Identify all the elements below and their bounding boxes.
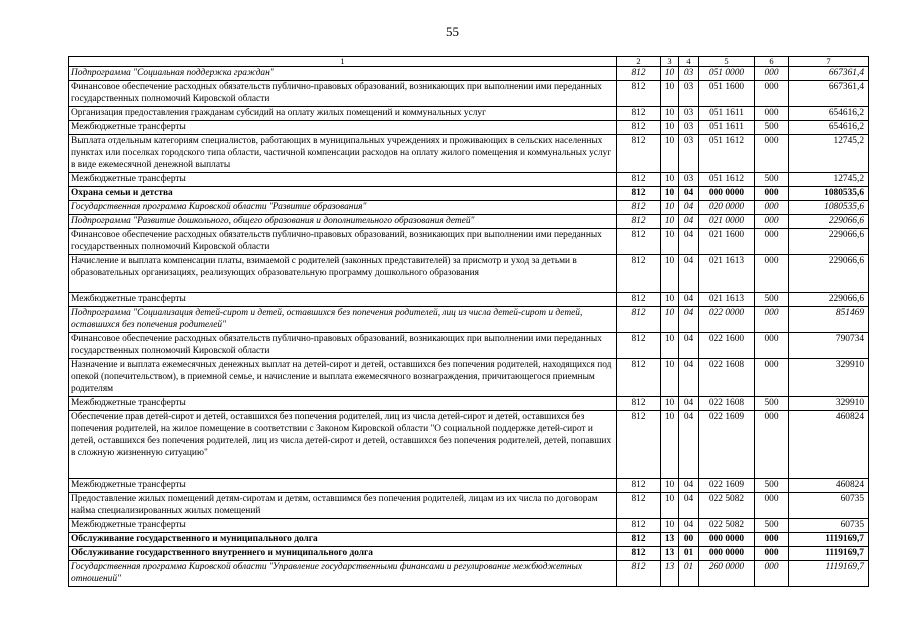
row-code-cell: 04 xyxy=(679,229,699,255)
row-name-cell: Межбюджетные трансферты xyxy=(69,293,617,307)
row-code-cell: 10 xyxy=(661,307,679,333)
row-code-cell: 022 1609 xyxy=(699,479,755,493)
row-code-cell: 500 xyxy=(755,479,789,493)
row-code-cell: 051 1612 xyxy=(699,135,755,173)
row-code-cell: 10 xyxy=(661,67,679,81)
table-row xyxy=(69,411,869,479)
row-name-cell: Государственная программа Кировской области "Управление государственными финансами и регулирование межбюджетных отношений" xyxy=(69,561,617,587)
row-code-cell: 812 xyxy=(617,67,661,81)
row-code-cell: 13 xyxy=(661,533,679,547)
row-code-cell: 667361,4 xyxy=(789,67,869,81)
row-code-cell: 790734 xyxy=(789,333,869,359)
row-code-cell: 000 xyxy=(755,107,789,121)
row-name-cell: Предоставление жилых помещений детям-сиротам и детям, оставшимся без попечения родителей, лицам из их числа по договорам найма специализированных жилых помещений xyxy=(69,493,617,519)
row-code-cell: 04 xyxy=(679,519,699,533)
row-code-cell: 812 xyxy=(617,479,661,493)
row-name-cell: Выплата отдельным категориям специалистов, работающих в муниципальных учреждениях и проживающих в сельских населенных пунктах или поселках городского типа области, частичной компенсации расходов на оплату жилого помещения и коммунальных услуг в виде ежемесячной денежной выплаты xyxy=(69,135,617,173)
row-name-cell: Межбюджетные трансферты xyxy=(69,121,617,135)
row-code-cell: 000 xyxy=(755,333,789,359)
row-code-cell: 10 xyxy=(661,135,679,173)
row-name-cell: Финансовое обеспечение расходных обязательств публично-правовых образований, возникающих при выполнении ими переданных государственных полномочий Кировской области xyxy=(69,81,617,107)
row-code-cell: 051 0000 xyxy=(699,67,755,81)
row-code-cell: 10 xyxy=(661,519,679,533)
row-name-cell: Назначение и выплата ежемесячных денежных выплат на детей-сирот и детей, оставшихся без попечения родителей, находящихся под опекой (попечительством), в приемной семье, и начисление и выплата ежемесячного вознаграждения, причитающегося приемным родителям xyxy=(69,359,617,397)
row-code-cell: 12745,2 xyxy=(789,173,869,187)
table-row xyxy=(69,479,869,493)
row-code-cell: 10 xyxy=(661,229,679,255)
row-code-cell: 022 1609 xyxy=(699,411,755,479)
row-code-cell: 654616,2 xyxy=(789,107,869,121)
table-row xyxy=(69,107,869,121)
row-code-cell: 000 xyxy=(755,307,789,333)
row-code-cell: 10 xyxy=(661,107,679,121)
row-code-cell: 000 xyxy=(755,215,789,229)
row-code-cell: 812 xyxy=(617,411,661,479)
row-code-cell: 1080535,6 xyxy=(789,187,869,201)
row-code-cell: 03 xyxy=(679,173,699,187)
table-row xyxy=(69,255,869,293)
row-code-cell: 000 xyxy=(755,229,789,255)
row-code-cell: 10 xyxy=(661,397,679,411)
budget-table xyxy=(68,56,869,587)
row-code-cell: 03 xyxy=(679,107,699,121)
row-code-cell: 051 1611 xyxy=(699,107,755,121)
row-code-cell: 812 xyxy=(617,547,661,561)
row-code-cell: 10 xyxy=(661,121,679,135)
row-name-cell: Финансовое обеспечение расходных обязательств публично-правовых образований, возникающих при выполнении ими переданных государственных полномочий Кировской области xyxy=(69,333,617,359)
table-row xyxy=(69,397,869,411)
row-code-cell: 03 xyxy=(679,81,699,107)
row-code-cell: 04 xyxy=(679,411,699,479)
table-row xyxy=(69,121,869,135)
row-code-cell: 1119169,7 xyxy=(789,547,869,561)
row-code-cell: 022 5082 xyxy=(699,519,755,533)
row-code-cell: 04 xyxy=(679,201,699,215)
column-header: 7 xyxy=(789,57,869,67)
row-code-cell: 000 0000 xyxy=(699,533,755,547)
row-code-cell: 000 0000 xyxy=(699,187,755,201)
row-code-cell: 229066,6 xyxy=(789,293,869,307)
row-code-cell: 01 xyxy=(679,547,699,561)
row-name-cell: Подпрограмма "Социальная поддержка граждан" xyxy=(69,67,617,81)
row-code-cell: 229066,6 xyxy=(789,215,869,229)
row-code-cell: 04 xyxy=(679,397,699,411)
row-code-cell: 000 xyxy=(755,135,789,173)
row-code-cell: 812 xyxy=(617,293,661,307)
row-code-cell: 812 xyxy=(617,255,661,293)
row-code-cell: 12745,2 xyxy=(789,135,869,173)
table-row xyxy=(69,215,869,229)
row-code-cell: 021 0000 xyxy=(699,215,755,229)
row-code-cell: 10 xyxy=(661,215,679,229)
row-code-cell: 022 1608 xyxy=(699,359,755,397)
row-code-cell: 10 xyxy=(661,81,679,107)
row-code-cell: 022 5082 xyxy=(699,493,755,519)
row-code-cell: 000 xyxy=(755,81,789,107)
row-code-cell: 000 xyxy=(755,547,789,561)
row-code-cell: 329910 xyxy=(789,359,869,397)
row-code-cell: 000 0000 xyxy=(699,547,755,561)
row-code-cell: 03 xyxy=(679,135,699,173)
row-code-cell: 260 0000 xyxy=(699,561,755,587)
row-code-cell: 021 1600 xyxy=(699,229,755,255)
row-code-cell: 051 1600 xyxy=(699,81,755,107)
column-header: 6 xyxy=(755,57,789,67)
row-code-cell: 000 xyxy=(755,67,789,81)
row-code-cell: 01 xyxy=(679,561,699,587)
row-code-cell: 812 xyxy=(617,229,661,255)
row-name-cell: Обслуживание государственного и муниципального долга xyxy=(69,533,617,547)
row-code-cell: 500 xyxy=(755,397,789,411)
row-code-cell: 03 xyxy=(679,67,699,81)
row-code-cell: 1119169,7 xyxy=(789,533,869,547)
row-code-cell: 000 xyxy=(755,201,789,215)
row-code-cell: 460824 xyxy=(789,411,869,479)
row-code-cell: 812 xyxy=(617,121,661,135)
row-code-cell: 04 xyxy=(679,479,699,493)
row-name-cell: Межбюджетные трансферты xyxy=(69,519,617,533)
row-code-cell: 13 xyxy=(661,547,679,561)
row-code-cell: 851469 xyxy=(789,307,869,333)
row-name-cell: Обеспечение прав детей-сирот и детей, оставшихся без попечения родителей, лиц из числа детей-сирот и детей, оставшихся без попечения родителей, на жилое помещение в соответствии с Законом Кировской области "О социальной поддержке детей-сирот и детей, оставшихся без попечения родителей, лиц из числа детей-сирот и детей, оставшихся без попечения родителей, детей, попавших в сложную жизненную ситуацию" xyxy=(69,411,617,479)
row-code-cell: 000 xyxy=(755,255,789,293)
table-row xyxy=(69,307,869,333)
row-code-cell: 051 1611 xyxy=(699,121,755,135)
row-code-cell: 812 xyxy=(617,493,661,519)
row-code-cell: 812 xyxy=(617,201,661,215)
row-code-cell: 667361,4 xyxy=(789,81,869,107)
table-row xyxy=(69,333,869,359)
row-name-cell: Охрана семьи и детства xyxy=(69,187,617,201)
row-code-cell: 812 xyxy=(617,107,661,121)
row-code-cell: 020 0000 xyxy=(699,201,755,215)
row-name-cell: Межбюджетные трансферты xyxy=(69,173,617,187)
row-code-cell: 04 xyxy=(679,333,699,359)
row-name-cell: Обслуживание государственного внутреннего и муниципального долга xyxy=(69,547,617,561)
row-code-cell: 812 xyxy=(617,135,661,173)
row-code-cell: 04 xyxy=(679,293,699,307)
table-row xyxy=(69,493,869,519)
table-row xyxy=(69,229,869,255)
row-name-cell: Государственная программа Кировской области "Развитие образования" xyxy=(69,201,617,215)
table-row xyxy=(69,561,869,587)
row-code-cell: 022 1600 xyxy=(699,333,755,359)
row-code-cell: 812 xyxy=(617,359,661,397)
row-code-cell: 329910 xyxy=(789,397,869,411)
table-row xyxy=(69,81,869,107)
row-code-cell: 812 xyxy=(617,81,661,107)
row-code-cell: 812 xyxy=(617,397,661,411)
row-code-cell: 04 xyxy=(679,255,699,293)
row-name-cell: Межбюджетные трансферты xyxy=(69,397,617,411)
row-name-cell: Финансовое обеспечение расходных обязательств публично-правовых образований, возникающих при выполнении ими переданных государственных полномочий Кировской области xyxy=(69,229,617,255)
row-code-cell: 10 xyxy=(661,255,679,293)
row-code-cell: 03 xyxy=(679,121,699,135)
row-code-cell: 021 1613 xyxy=(699,293,755,307)
table-row xyxy=(69,67,869,81)
row-code-cell: 10 xyxy=(661,173,679,187)
table-row xyxy=(69,547,869,561)
row-code-cell: 000 xyxy=(755,533,789,547)
row-code-cell: 000 xyxy=(755,187,789,201)
row-name-cell: Подпрограмма "Социализация детей-сирот и детей, оставшихся без попечения родителей, лиц из числа детей-сирот и детей, оставшихся без попечения родителей" xyxy=(69,307,617,333)
row-code-cell: 10 xyxy=(661,493,679,519)
row-code-cell: 812 xyxy=(617,187,661,201)
column-header: 1 xyxy=(69,57,617,67)
table-row xyxy=(69,293,869,307)
row-name-cell: Подпрограмма "Развитие дошкольного, общего образования и дополнительного образования детей" xyxy=(69,215,617,229)
header-row xyxy=(69,57,869,67)
row-code-cell: 13 xyxy=(661,561,679,587)
row-code-cell: 500 xyxy=(755,293,789,307)
row-code-cell: 812 xyxy=(617,333,661,359)
row-code-cell: 1080535,6 xyxy=(789,201,869,215)
row-code-cell: 04 xyxy=(679,187,699,201)
table-row xyxy=(69,533,869,547)
row-name-cell: Организация предоставления гражданам субсидий на оплату жилых помещений и коммунальных услуг xyxy=(69,107,617,121)
row-name-cell: Начисление и выплата компенсации платы, взимаемой с родителей (законных представителей) за присмотр и уход за детьми в образовательных организациях, реализующих образовательную программу дошкольного образования xyxy=(69,255,617,293)
row-code-cell: 000 xyxy=(755,359,789,397)
row-code-cell: 500 xyxy=(755,173,789,187)
row-code-cell: 654616,2 xyxy=(789,121,869,135)
row-code-cell: 10 xyxy=(661,359,679,397)
row-code-cell: 10 xyxy=(661,479,679,493)
row-code-cell: 04 xyxy=(679,307,699,333)
row-code-cell: 10 xyxy=(661,187,679,201)
table-row xyxy=(69,519,869,533)
row-code-cell: 000 xyxy=(755,411,789,479)
column-header: 2 xyxy=(617,57,661,67)
row-code-cell: 60735 xyxy=(789,519,869,533)
row-code-cell: 812 xyxy=(617,519,661,533)
row-code-cell: 04 xyxy=(679,215,699,229)
table-row xyxy=(69,187,869,201)
row-code-cell: 500 xyxy=(755,121,789,135)
row-code-cell: 812 xyxy=(617,173,661,187)
row-code-cell: 00 xyxy=(679,533,699,547)
row-code-cell: 460824 xyxy=(789,479,869,493)
row-code-cell: 229066,6 xyxy=(789,229,869,255)
row-code-cell: 021 1613 xyxy=(699,255,755,293)
table-row xyxy=(69,135,869,173)
column-header: 5 xyxy=(699,57,755,67)
row-code-cell: 04 xyxy=(679,359,699,397)
row-code-cell: 1119169,7 xyxy=(789,561,869,587)
page-number: 55 xyxy=(446,24,459,39)
row-code-cell: 812 xyxy=(617,533,661,547)
row-code-cell: 60735 xyxy=(789,493,869,519)
table-row xyxy=(69,173,869,187)
row-code-cell: 04 xyxy=(679,493,699,519)
row-code-cell: 10 xyxy=(661,411,679,479)
row-code-cell: 500 xyxy=(755,519,789,533)
table-row xyxy=(69,201,869,215)
row-code-cell: 051 1612 xyxy=(699,173,755,187)
row-code-cell: 229066,6 xyxy=(789,255,869,293)
row-code-cell: 812 xyxy=(617,561,661,587)
row-name-cell: Межбюджетные трансферты xyxy=(69,479,617,493)
row-code-cell: 10 xyxy=(661,293,679,307)
row-code-cell: 022 0000 xyxy=(699,307,755,333)
row-code-cell: 812 xyxy=(617,307,661,333)
row-code-cell: 022 1608 xyxy=(699,397,755,411)
column-header: 4 xyxy=(679,57,699,67)
row-code-cell: 10 xyxy=(661,333,679,359)
row-code-cell: 812 xyxy=(617,215,661,229)
column-header: 3 xyxy=(661,57,679,67)
row-code-cell: 000 xyxy=(755,561,789,587)
row-code-cell: 000 xyxy=(755,493,789,519)
table-row xyxy=(69,359,869,397)
row-code-cell: 10 xyxy=(661,201,679,215)
